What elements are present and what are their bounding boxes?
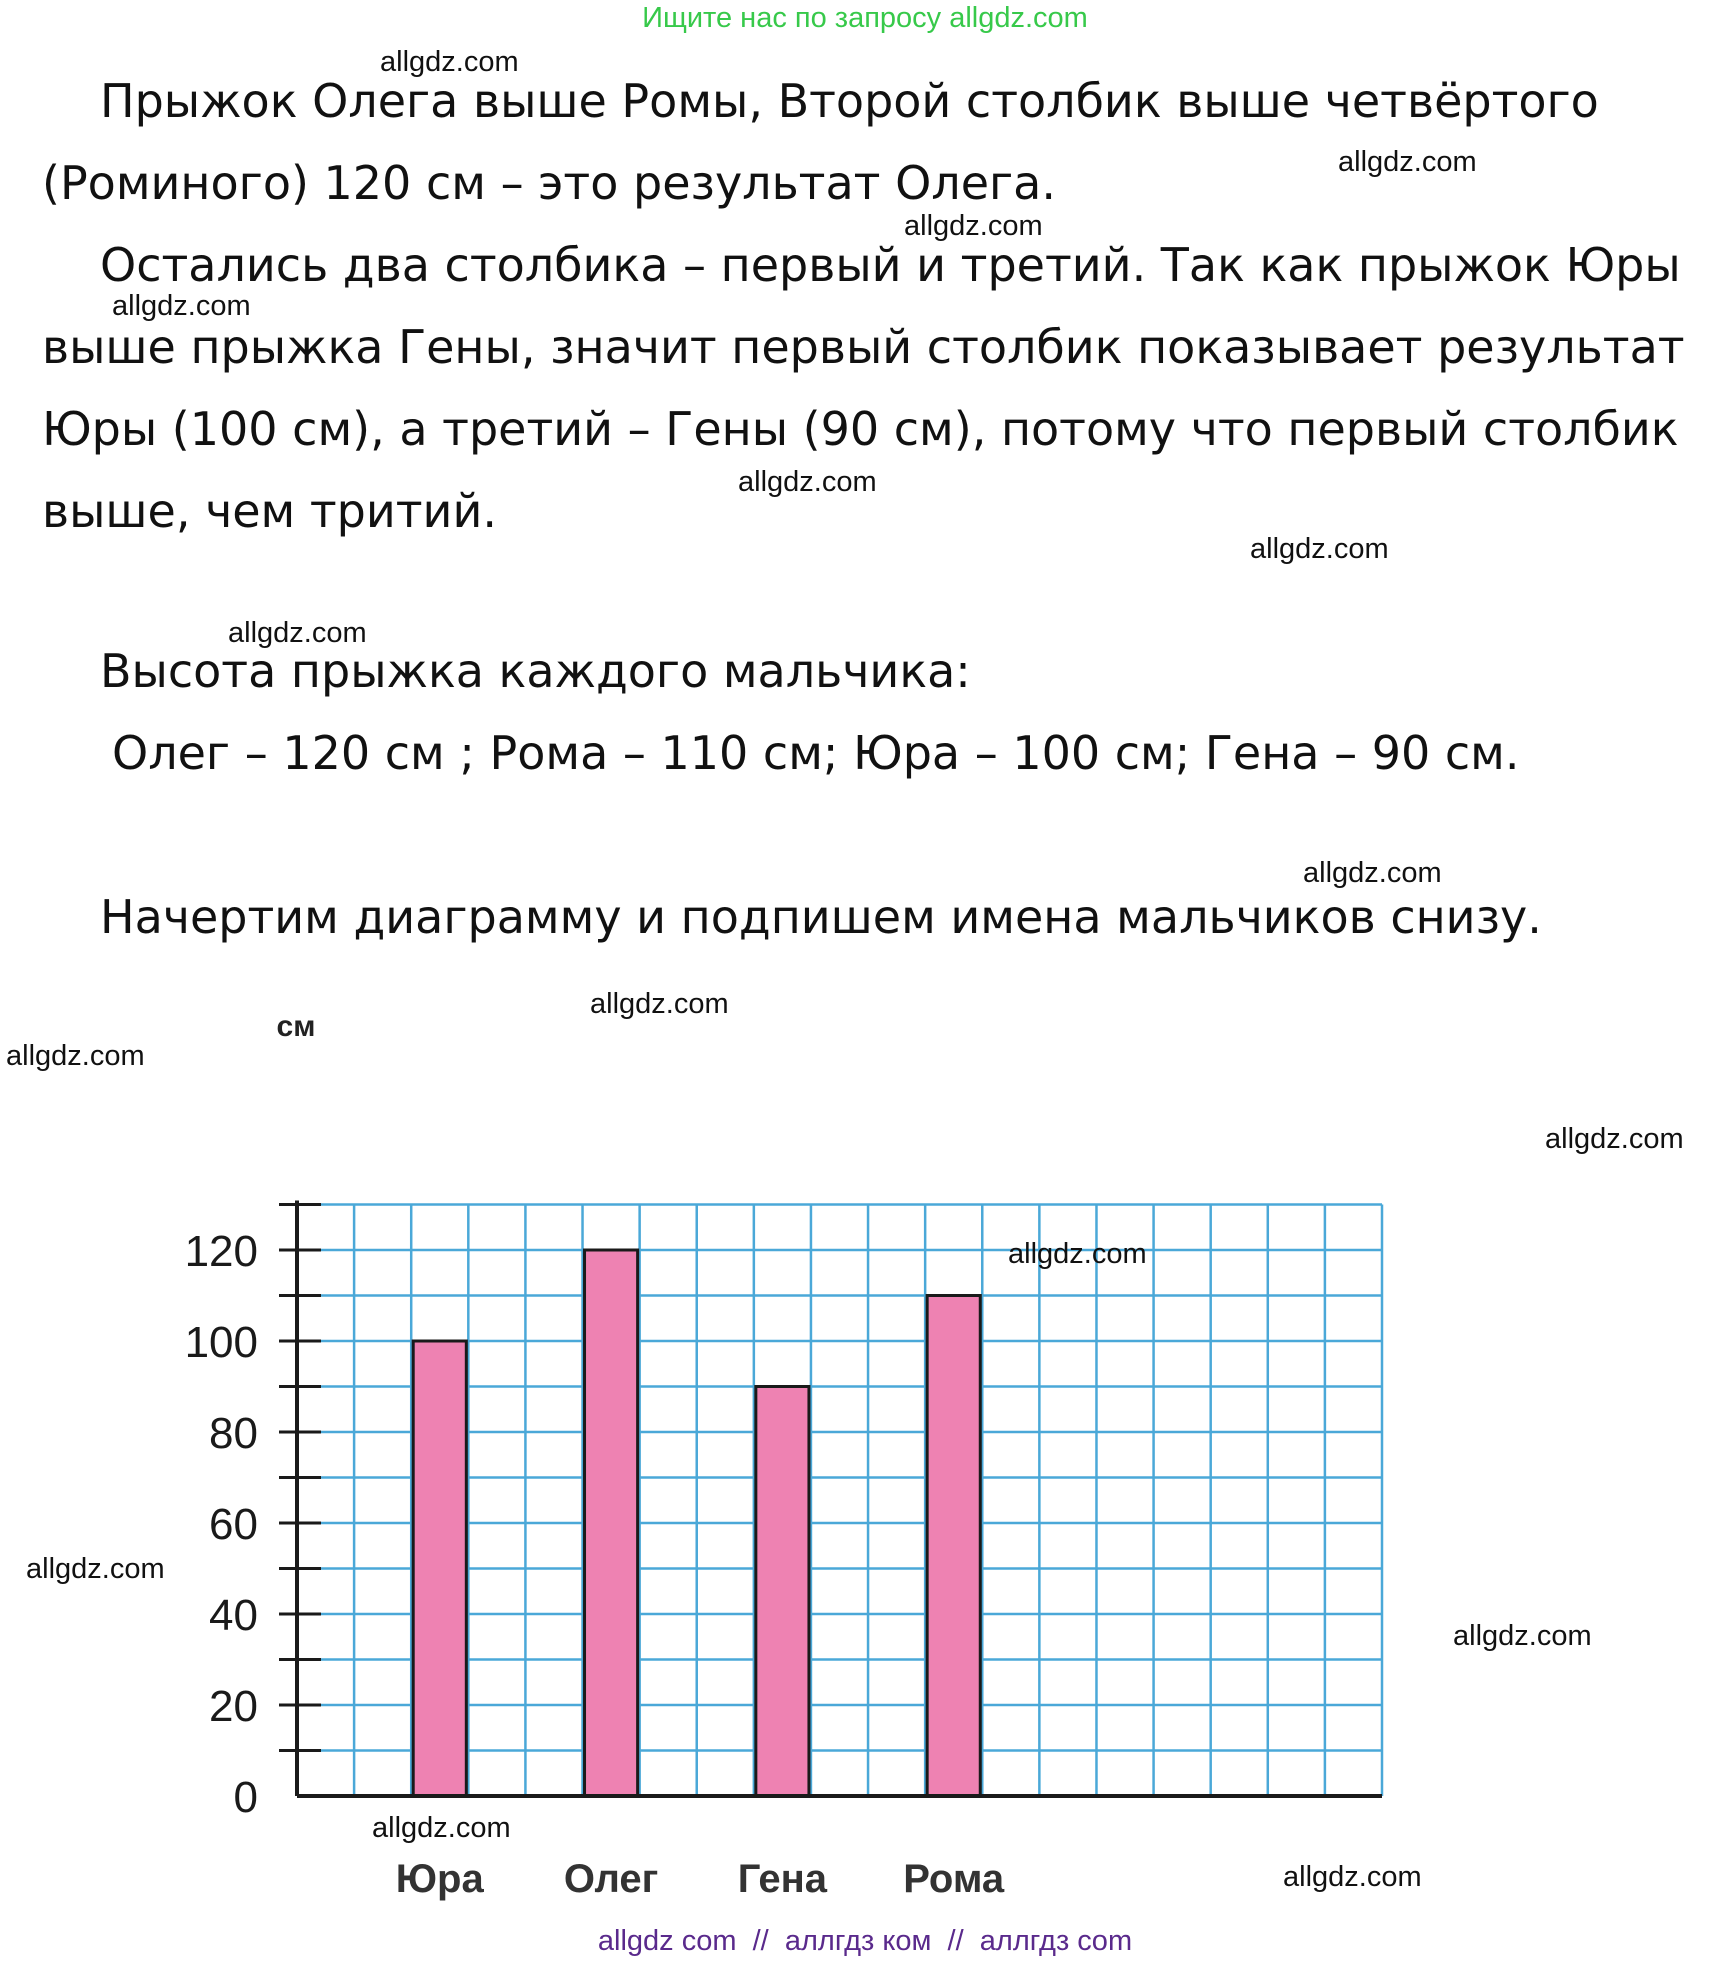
y-axis-unit-label: см: [276, 1010, 316, 1043]
watermark: allgdz.com: [1453, 1620, 1592, 1652]
watermark: allgdz.com: [6, 1040, 145, 1072]
watermark: allgdz.com: [372, 1812, 511, 1844]
category-label: Гена: [737, 1857, 828, 1901]
watermark: allgdz.com: [112, 290, 251, 322]
watermark: allgdz.com: [904, 210, 1043, 242]
y-tick-label: 20: [209, 1682, 258, 1731]
category-label: Рома: [903, 1857, 1005, 1901]
y-tick-label: 120: [184, 1227, 258, 1276]
y-tick-label: 100: [184, 1318, 258, 1367]
heights-list: Олег – 120 см ; Рома – 110 см; Юра – 100 см; Гена – 90 см.: [112, 726, 1520, 780]
watermark: allgdz.com: [738, 466, 877, 498]
paragraph-2-text: Остались два столбика – первый и третий. Так как прыжок Юры выше прыжка Гены, значит первый столбик показывает результат Юры (100 см), а третий – Гены (90 см), потому что первый столбик выше, чем тритий.: [42, 238, 1685, 538]
watermark: allgdz.com: [228, 617, 367, 649]
top-banner: Ищите нас по запросу allgdz.com: [642, 2, 1088, 34]
paragraph-1-text: Прыжок Олега выше Ромы, Второй столбик выше четвёртого (Роминого) 120 см – это результат Олега.: [42, 74, 1599, 210]
bar-chart: [0, 1000, 1730, 1920]
explanation-paragraph-1: [42, 60, 1702, 224]
watermark: allgdz.com: [1008, 1238, 1147, 1270]
footer-links: allgdz com // аллгдз ком // аллгдз com: [597, 1925, 1133, 1957]
watermark: allgdz.com: [1338, 146, 1477, 178]
category-label: Олег: [563, 1857, 659, 1901]
watermark: allgdz.com: [1283, 1861, 1422, 1893]
bar-3: [756, 1387, 809, 1797]
watermark: allgdz.com: [1250, 533, 1389, 565]
y-tick-label: 60: [209, 1500, 258, 1549]
explanation-paragraph-2: [42, 224, 1702, 552]
category-label: Юра: [395, 1857, 484, 1901]
y-tick-label: 80: [209, 1409, 258, 1458]
draw-instruction: Начертим диаграмму и подпишем имена мальчиков снизу.: [100, 890, 1542, 944]
bar-4: [927, 1296, 980, 1797]
watermark: allgdz.com: [1303, 857, 1442, 889]
watermark: allgdz.com: [590, 988, 729, 1020]
y-tick-label: 0: [233, 1773, 258, 1822]
y-tick-label: 40: [209, 1591, 258, 1640]
bar-2: [585, 1250, 638, 1796]
watermark: allgdz.com: [380, 46, 519, 78]
watermark: allgdz.com: [26, 1553, 165, 1585]
heights-title: Высота прыжка каждого мальчика:: [100, 644, 971, 698]
bar-1: [413, 1341, 466, 1796]
watermark: allgdz.com: [1545, 1123, 1684, 1155]
